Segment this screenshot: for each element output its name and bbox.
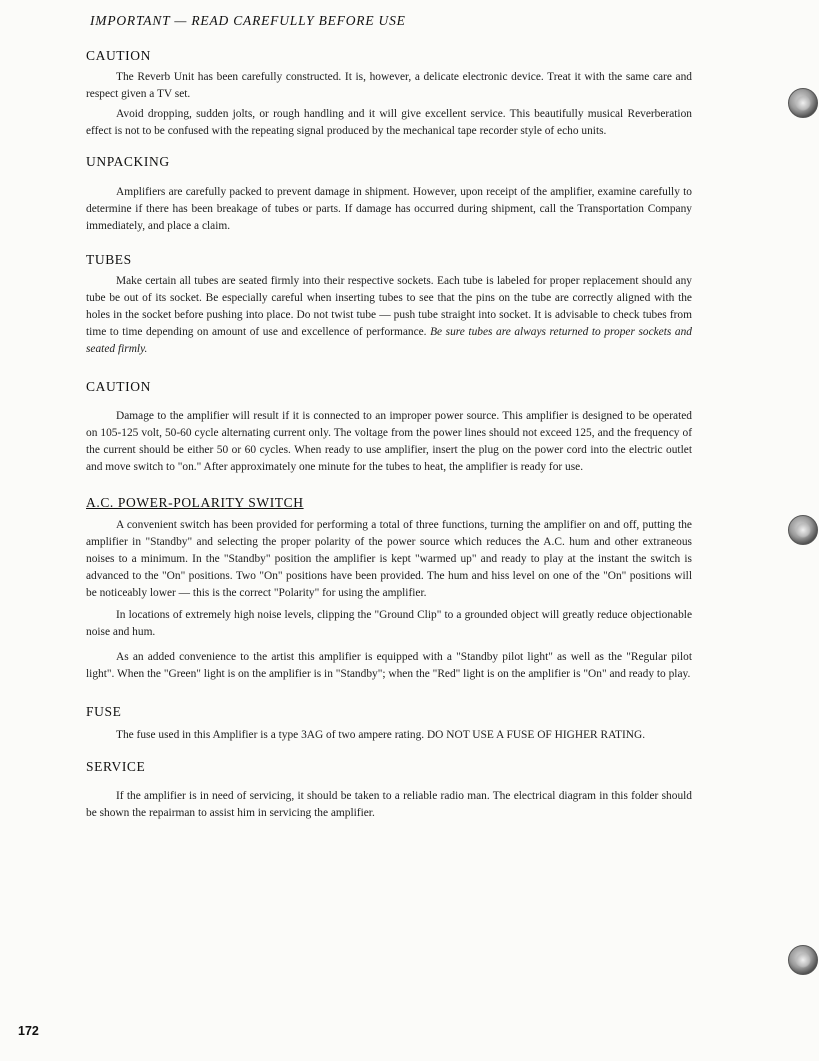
paragraph: Avoid dropping, sudden jolts, or rough handling and it will give excellent service. This beautifully musical Reverberation effect is not to be confused with the repeating signal produced by the mechanical tape recorder style of echo units. (86, 108, 692, 137)
page-content (86, 12, 692, 822)
paragraph: Amplifiers are carefully packed to prevent damage in shipment. However, upon receipt of the amplifier, examine carefully to determine if there has been breakage of tubes or parts. If damage has occurred during shipment, call the Transportation Company immediately, and place a claim. (86, 186, 692, 232)
page-title: IMPORTANT — READ CAREFULLY BEFORE USE (90, 13, 406, 28)
paragraph (86, 273, 692, 358)
section-caution (86, 47, 692, 140)
section-heading: UNPACKING (86, 154, 170, 169)
section-service (86, 758, 692, 822)
section-tubes (86, 251, 692, 358)
section-heading: CAUTION (86, 48, 151, 63)
section-heading: A.C. POWER-POLARITY SWITCH (86, 495, 304, 510)
section-heading: TUBES (86, 252, 132, 267)
page-number: 172 (18, 1024, 39, 1038)
punch-hole-icon (788, 515, 818, 545)
section-heading: SERVICE (86, 759, 146, 774)
section-fuse (86, 703, 692, 744)
section-heading: CAUTION (86, 379, 151, 394)
punch-hole-icon (788, 945, 818, 975)
paragraph: In locations of extremely high noise levels, clipping the "Ground Clip" to a grounded object will greatly reduce objectionable noise and hum. (86, 609, 692, 638)
paragraph: The Reverb Unit has been carefully constructed. It is, however, a delicate electronic device. Treat it with the same care and respect given a TV set. (86, 71, 692, 100)
section-power-polarity-switch (86, 494, 692, 683)
section-caution-power (86, 378, 692, 476)
paragraph: The fuse used in this Amplifier is a type 3AG of two ampere rating. DO NOT USE A FUSE OF HIGHER RATING. (116, 729, 646, 741)
paragraph: As an added convenience to the artist this amplifier is equipped with a "Standby pilot light" as well as the "Regular pilot light". When the "Green" light is on the amplifier is in "Standby"; when the "Red" light is on the amplifier is "On" and ready to play. (86, 651, 692, 680)
paragraph: A convenient switch has been provided for performing a total of three functions, turning the amplifier on and off, putting the amplifier in "Standby" and selecting the proper polarity of the power source which reduces the A.C. hum and other extraneous noises to a minimum. In the "Standby" position the amplifier is kept "warmed up" and ready to play at the instant the switch is advanced to the "On" positions. Two "On" positions have been provided. The hum and hiss level on one of the "On" positions will be noticeably lower — this is the correct "Polarity" for using the amplifier. (86, 519, 692, 599)
section-heading: FUSE (86, 704, 122, 719)
paragraph: If the amplifier is in need of servicing, it should be taken to a reliable radio man. The electrical diagram in this folder should be shown the repairman to assist him in servicing the amplifier. (86, 790, 692, 819)
paragraph-text: Make certain all tubes are seated firmly into their respective sockets. Each tube is labeled for proper replacement should any tube be out of its socket. Be especially careful when inserting tubes to see that the pins on the tube are correctly aligned with the holes in the socket before pushing into place. Do not twist tube — push tube straight into socket. It is advisable to check tubes from time to time depending on amount of use and excellence of performance. (86, 275, 692, 338)
section-unpacking (86, 153, 692, 235)
paragraph: Damage to the amplifier will result if it is connected to an improper power source. This amplifier is designed to be operated on 105-125 volt, 50-60 cycle alternating current only. The voltage from the power lines should not exceed 125, and the frequency of the current should be either 50 or 60 cycles. When ready to use amplifier, insert the plug on the power cord into the electric outlet and move switch to "on." After approximately one minute for the tubes to heat, the amplifier is ready for use. (86, 410, 692, 473)
emphasis-text: Be sure tubes are always returned to proper sockets and seated firmly. (86, 326, 692, 355)
punch-hole-icon (788, 88, 818, 118)
